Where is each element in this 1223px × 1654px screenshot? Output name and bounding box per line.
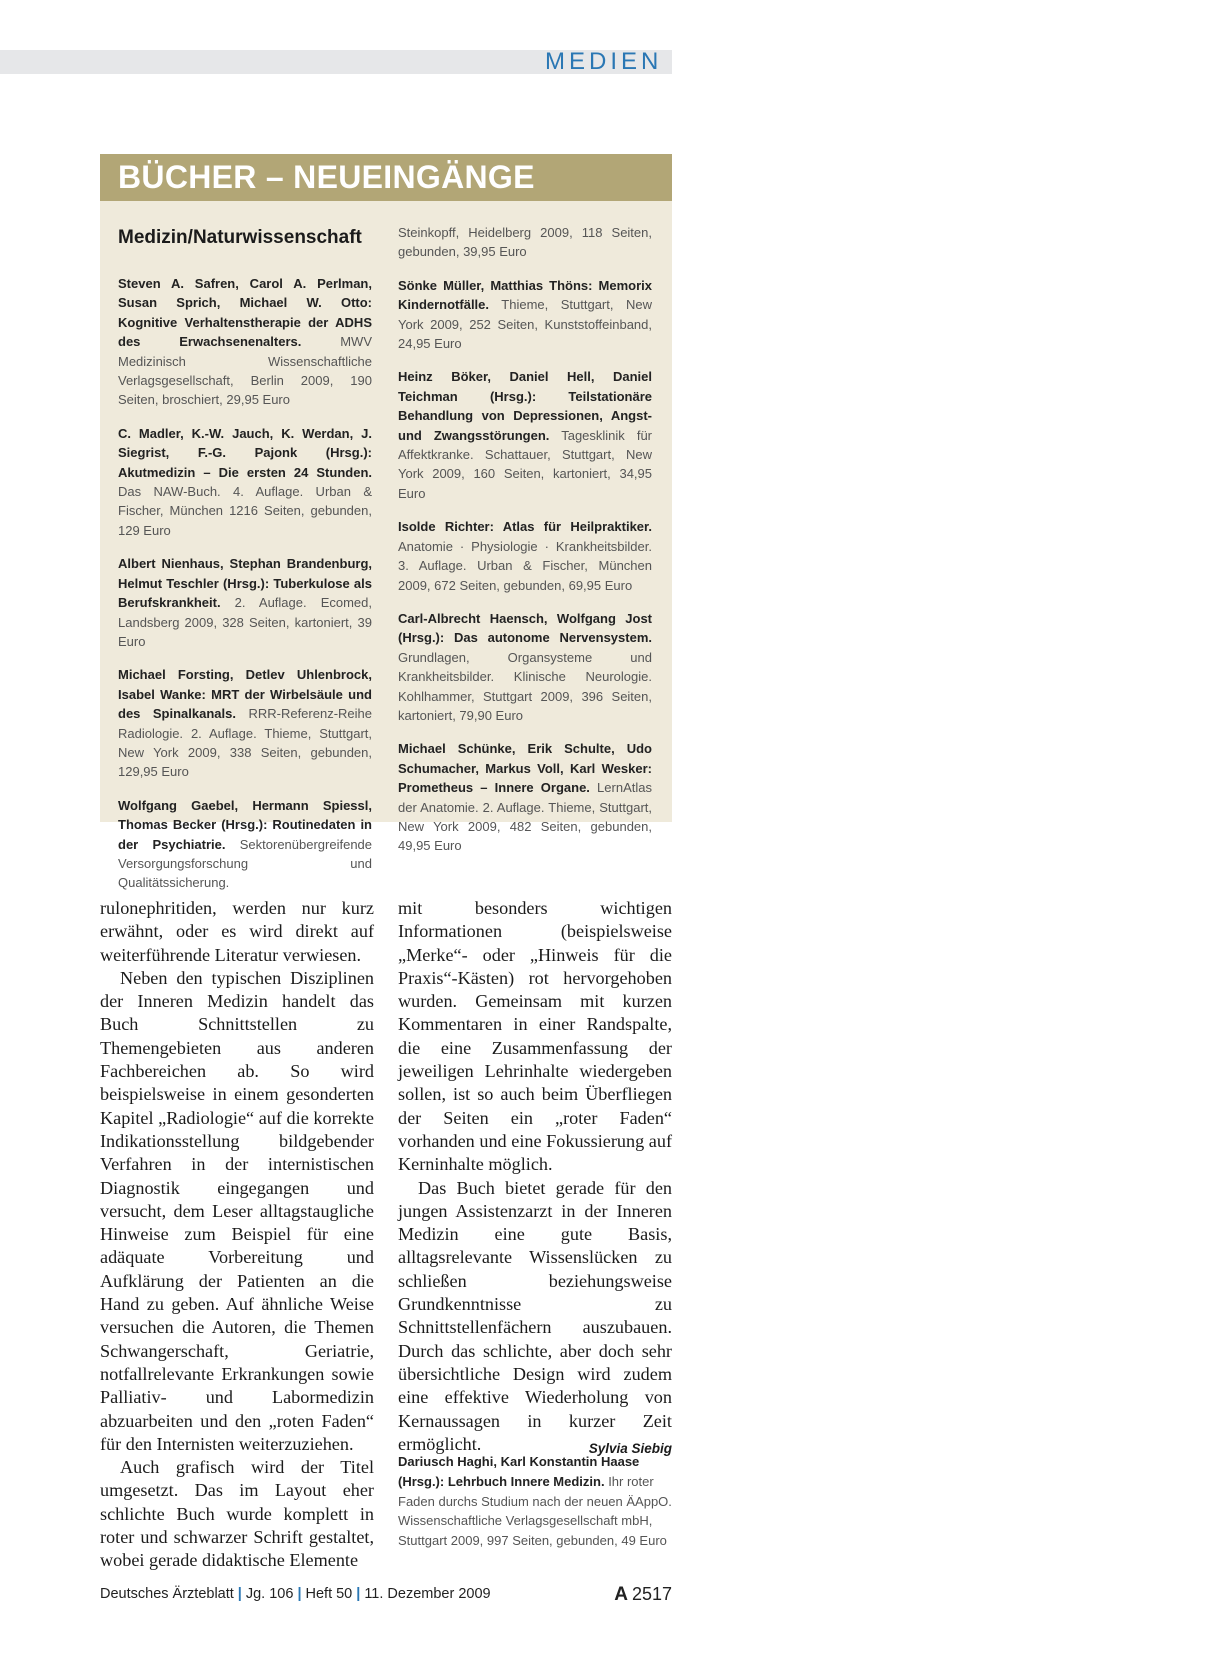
article-right-column bbox=[398, 897, 672, 1460]
book-entry: Heinz Böker, Daniel Hell, Daniel Teichman (Hrsg.): Teilstationäre Behandlung von Depressionen, Angst- und Zwangsstörungen. Tagesklinik für Affektkranke. Schattauer, Stuttgart, New York 2009, 160 Seiten, kartoniert, 34,95 Euro bbox=[398, 369, 652, 501]
footer-separator: | bbox=[237, 1586, 242, 1602]
volume: Jg. 106 bbox=[245, 1586, 294, 1602]
footer-separator: | bbox=[356, 1586, 361, 1602]
article-paragraph: Neben den typischen Disziplinen der Inneren Medizin handelt das Buch Schnittstellen zu Themengebieten aus anderen Fachbereichen ab. So wird beispielsweise in einem gesonderten Kapitel „Radiologie“ auf die korrekte Indikationsstellung bildgebender Verfahren in der internistischen Diagnostik eingegangen und versucht, dem Leser alltagstaugliche Hinweise zum Beispiel für eine adäquate Vorbereitung und Aufklärung der Patienten an die Hand zu geben. Auf ähnliche Weise versuchen die Autoren, die Themen Schwangerschaft, Geriatrie, notfallrelevante Erkrankungen sowie Palliativ- und Labormedizin abzuarbeiten und den „roten Faden“ für den Internisten weiterzuziehen. bbox=[100, 967, 374, 1454]
article-paragraph: rulonephritiden, werden nur kurz erwähnt, oder es wird direkt auf weiterführende Literatur verwiesen. bbox=[100, 898, 374, 965]
category-heading: Medizin/Naturwissenschaft bbox=[118, 227, 362, 248]
book-entry: Steven A. Safren, Carol A. Perlman, Susan Sprich, Michael W. Otto: Kognitive Verhaltenstherapie der ADHS des Erwachsenenalters. MWV Medizinisch Wissenschaftliche Verlagsgesellschaft, Berlin 2009, 190 Seiten, broschiert, 29,95 Euro bbox=[118, 276, 372, 408]
book-entry: C. Madler, K.-W. Jauch, K. Werdan, J. Siegrist, F.-G. Pajonk (Hrsg.): Akutmedizin – Die ersten 24 Stunden. Das NAW-Buch. 4. Auflage. Urban & Fischer, München 1216 Seiten, gebunden, 129 Euro bbox=[118, 425, 372, 538]
book-entry: Albert Nienhaus, Stephan Brandenburg, Helmut Teschler (Hrsg.): Tuberkulose als Berufskrankheit. 2. Auflage. Ecomed, Landsberg 2009, 328 Seiten, kartoniert, 39 Euro bbox=[118, 556, 372, 649]
footer-separator: | bbox=[297, 1586, 302, 1602]
issue-date: 11. Dezember 2009 bbox=[364, 1586, 491, 1602]
book-entry: Michael Schünke, Erik Schulte, Udo Schumacher, Markus Voll, Karl Wesker: Prometheus – Innere Organe. LernAtlas der Anatomie. 2. Auflage. Thieme, Stuttgart, New York 2009, 482 Seiten, gebunden, 49,95 Euro bbox=[398, 741, 652, 854]
book-list-box bbox=[100, 201, 672, 891]
book-entry: Wolfgang Gaebel, Hermann Spiessl, Thomas Becker (Hrsg.): Routinedaten in der Psychiatrie. Sektorenübergreifende Versorgungsforschung und Qualitätssicherung. bbox=[118, 797, 373, 891]
article-paragraph: mit besonders wichtigen Informationen (beispielsweise „Merke“- oder „Hinweis für die Praxis“-Kästen) rot hervorgehoben wurden. Gemeinsam mit kurzen Kommentaren in einer Randspalte, die eine Zusammenfassung der jeweiligen Lehrinhalte wiedergeben sollen, ist so auch beim Überfliegen der Seiten ein „roter Faden“ vorhanden und eine Fokussierung auf Kerninhalte möglich. bbox=[398, 898, 672, 1175]
page-number: A 2517 bbox=[614, 1584, 672, 1605]
article-paragraph: Das Buch bietet gerade für den jungen Assistenzarzt in der Inneren Medizin eine gute Basis, alltagsrelevante Wissenslücken zu schließen beziehungsweise Grundkenntnisse zu Schnittstellenfächern auszubauen. Durch das schlichte, aber doch sehr übersichtliche Design wird zudem eine effektive Wiederholung von Kernaussagen in kurzer Zeit ermöglicht. Sylvia Siebig bbox=[398, 1177, 672, 1457]
box-title: BÜCHER – NEUEINGÄNGE bbox=[100, 154, 672, 201]
article-left-column bbox=[100, 897, 374, 1573]
page-footer bbox=[100, 1582, 672, 1606]
article-paragraph: Auch grafisch wird der Titel umgesetzt. Das im Layout eher schlichte Buch wurde komplett in roter und schwarzer Schrift gestaltet, wobei gerade didaktische Elemente bbox=[100, 1457, 374, 1571]
book-list-right-column bbox=[398, 223, 652, 870]
book-entry: Sönke Müller, Matthias Thöns: Memorix Kindernotfälle. Thieme, Stuttgart, New York 2009, 252 Seiten, Kunststoffeinband, 24,95 Euro bbox=[398, 277, 652, 352]
book-entry: Isolde Richter: Atlas für Heilpraktiker. Anatomie · Physiologie · Krankheitsbilder. 3. Auflage. Urban & Fischer, München 2009, 672 Seiten, gebunden, 69,95 Euro bbox=[398, 519, 652, 593]
book-list-left-column bbox=[118, 219, 372, 907]
section-label: MEDIEN bbox=[545, 48, 663, 75]
book-reference: Dariusch Haghi, Karl Konstantin Haase (Hrsg.): Lehrbuch Innere Medizin. Ihr roter Faden durchs Studium nach der neuen ÄAppO. Wissenschaftliche Verlagsgesellschaft mbH, Stuttgart 2009, 997 Seiten, gebunden, 49 Euro bbox=[398, 1454, 672, 1549]
book-entry: Carl-Albrecht Haensch, Wolfgang Jost (Hrsg.): Das autonome Nervensystem. Grundlagen, Organsysteme und Krankheitsbilder. Klinische Neurologie. Kohlhammer, Stuttgart 2009, 396 Seiten, kartoniert, 79,90 Euro bbox=[398, 610, 652, 723]
issue: Heft 50 bbox=[305, 1586, 353, 1602]
book-entry: Michael Forsting, Detlev Uhlenbrock, Isabel Wanke: MRT der Wirbelsäule und des Spinalkanals. RRR-Referenz-Reihe Radiologie. 2. Auflage. Thieme, Stuttgart, New York 2009, 338 Seiten, gebunden, 129,95 Euro bbox=[118, 667, 373, 780]
journal-name: Deutsches Ärzteblatt bbox=[100, 1586, 234, 1602]
author-signature: Sylvia Siebig bbox=[588, 1440, 672, 1456]
book-entry: Steinkopff, Heidelberg 2009, 118 Seiten, gebunden, 39,95 Euro bbox=[398, 225, 652, 260]
